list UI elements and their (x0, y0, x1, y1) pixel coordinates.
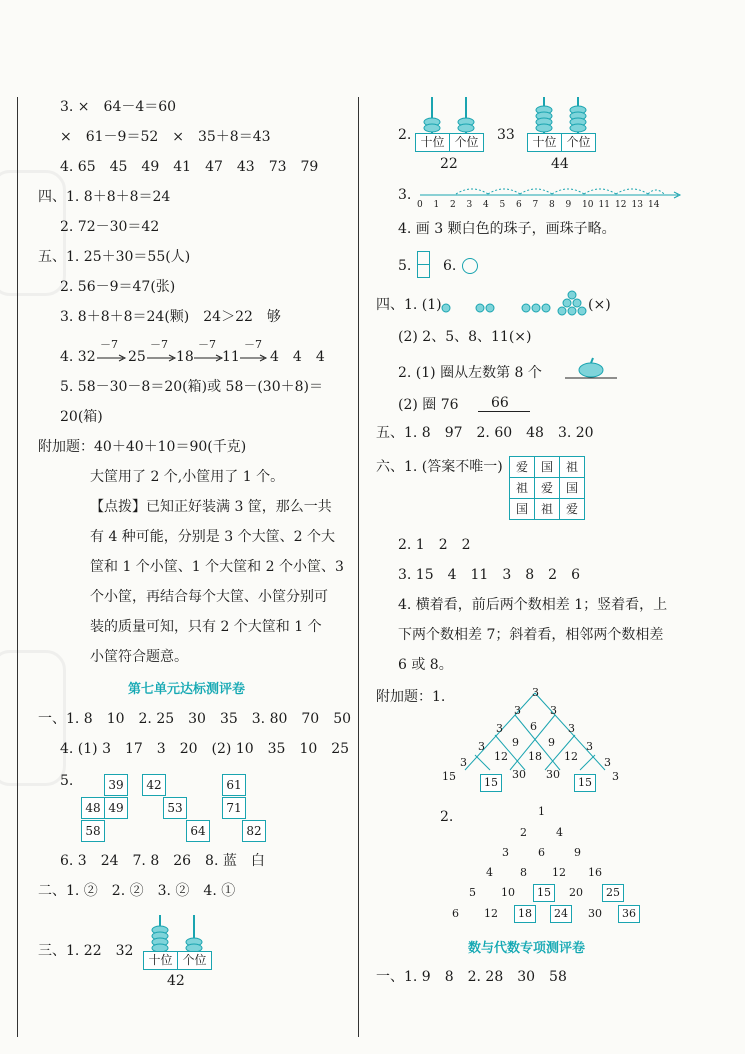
answer-line: 4. (1) 3 17 3 20 (2) 10 35 10 25 (60, 741, 350, 757)
section-title: 数与代数专项测评卷 (468, 941, 586, 956)
answer-underline (478, 411, 530, 412)
answer-line: 2. 1 2 2 (398, 537, 471, 553)
answer-value: 66 (491, 395, 509, 411)
answer-line: (2) 2、5、8、11(×) (398, 329, 532, 345)
grid-cell: 42 (142, 774, 166, 796)
hint-line: 小筐符合题意。 (90, 649, 188, 665)
answer-line: 20(箱) (60, 409, 103, 425)
arrow-label: －7 (100, 338, 118, 351)
pyramid-value: 3 (586, 740, 593, 753)
number-line-label: 7 (532, 200, 539, 210)
arrow-icon (97, 355, 127, 361)
abacus-icon (415, 97, 485, 137)
grid-cell: 国 (509, 498, 535, 520)
grid-cell: 国 (559, 477, 585, 499)
answer-line: 4. 画 3 颗白色的珠子，画珠子略。 (398, 221, 616, 237)
grid-cell: 64 (186, 820, 210, 842)
answer-line: 四、1. (1) (376, 297, 442, 313)
pyramid-value: 20 (569, 886, 583, 899)
answer-label: 2. (398, 127, 412, 143)
number-line-label: 0 (417, 200, 423, 210)
pyramid-value: 4 (486, 866, 493, 879)
grid-cell: 58 (81, 820, 105, 842)
answer-line: 2. 72－30＝42 (60, 219, 160, 235)
grid-cell: 祖 (534, 498, 560, 520)
pyramid-value: 3 (550, 704, 557, 717)
answer-line: 六、1. (答案不唯一) (376, 459, 503, 475)
answer-label: 5. (60, 773, 74, 789)
number-line-label: 1 (433, 200, 440, 210)
pyramid-box: 15 (533, 884, 555, 902)
pyramid-value: 3 (496, 722, 503, 735)
square-icon (417, 264, 430, 278)
number-line-label: 13 (631, 200, 643, 210)
pyramid-value: 30 (546, 768, 560, 781)
answer-mark: (×) (588, 297, 611, 313)
answer-line: 五、1. 8 97 2. 60 48 3. 20 (376, 425, 594, 441)
pyramid-value: 15 (442, 770, 456, 783)
answer-label: 2. (440, 809, 454, 825)
pyramid-value: 30 (512, 768, 526, 781)
pyramid-lines (440, 685, 640, 785)
grid-cell: 爱 (509, 456, 535, 478)
abacus-number: 42 (167, 973, 185, 989)
answer-line: 5. 58－30－8＝20(箱)或 58－(30＋8)＝ (60, 379, 323, 395)
number-line-label: 4 (483, 200, 489, 210)
arrow-chain-tail: 4 4 4 (270, 349, 325, 365)
pyramid-value: 4 (556, 826, 563, 839)
arrow-chain-value: 11 (222, 349, 240, 365)
number-line-label: 2 (450, 200, 456, 210)
answer-line: 3. × 64－4＝60 (60, 99, 177, 115)
number-line-label: 6 (516, 200, 522, 210)
pyramid-value: 3 (460, 756, 467, 769)
answer-label: 6. (443, 258, 457, 274)
pyramid-box: 25 (602, 884, 624, 902)
answer-label: 3. (398, 187, 412, 203)
abacus-label-ones: 个位 (449, 133, 484, 152)
pyramid-value: 30 (588, 907, 602, 920)
grid-cell: 61 (222, 774, 246, 796)
answer-line: 四、1. 8＋8＋8＝24 (38, 189, 171, 205)
pyramid-value: 12 (564, 750, 578, 763)
abacus-label-ones: 个位 (177, 951, 212, 970)
answer-line: 三、1. 22 32 (38, 943, 134, 959)
pyramid-value: 18 (528, 750, 542, 763)
arrow-chain-value: 25 (128, 349, 146, 365)
answer-value: 33 (497, 127, 515, 143)
answer-line: × 61－9＝52 × 35＋8＝43 (60, 129, 271, 145)
pyramid-box: 24 (550, 905, 572, 923)
pyramid-value: 2 (520, 826, 527, 839)
grid-cell: 53 (163, 797, 187, 819)
pyramid-value: 12 (484, 907, 498, 920)
answer-line: 一、1. 9 8 2. 28 30 58 (376, 969, 567, 985)
hint-line: 【点拨】已知正好装满 3 筐，那么一共 (90, 499, 332, 515)
grid-cell: 国 (534, 456, 560, 478)
circle-icon (462, 258, 478, 274)
pyramid-box: 15 (480, 774, 502, 792)
pyramid-value: 3 (568, 722, 575, 735)
answer-line: 五、1. 25＋30＝55(人) (38, 249, 191, 265)
pyramid-value: 8 (520, 866, 527, 879)
hint-line: 个小筐，再结合每个大筐、小筐分别可 (90, 589, 328, 605)
grid-cell: 祖 (559, 456, 585, 478)
answer-line: 附加题：40＋40＋10＝90(千克) (38, 439, 247, 455)
pyramid-value: 3 (604, 756, 611, 769)
grid-cell: 祖 (509, 477, 535, 499)
grid-cell: 48 (81, 797, 105, 819)
abacus-number: 22 (440, 156, 458, 172)
pyramid-value: 3 (502, 846, 509, 859)
grid-cell: 49 (104, 797, 128, 819)
pyramid-value: 16 (588, 866, 602, 879)
number-line-label: 14 (648, 200, 660, 210)
answer-line: 6. 3 24 7. 8 26 8. 蓝 白 (60, 853, 265, 869)
hint-line: 装的质量可知，只有 2 个大筐和 1 个 (90, 619, 322, 635)
pyramid-value: 3 (612, 770, 619, 783)
pumpkin-icon (565, 356, 619, 380)
arrow-label: －7 (198, 338, 216, 351)
abacus-icon (143, 915, 213, 955)
arrow-icon (240, 355, 268, 361)
number-line-label: 8 (549, 200, 555, 210)
answer-line: 下两个数相差 7；斜着看，相邻两个数相差 (398, 627, 664, 643)
abacus-number: 44 (551, 156, 569, 172)
arrow-label: －7 (244, 338, 262, 351)
pyramid-value: 6 (538, 846, 545, 859)
pyramid-value: 9 (548, 736, 555, 749)
arrow-icon (194, 355, 224, 361)
grid-cell: 爱 (559, 498, 585, 520)
answer-line: 3. 8＋8＋8＝24(颗) 24＞22 够 (60, 309, 281, 325)
pyramid-value: 3 (478, 740, 485, 753)
grid-cell: 爱 (534, 477, 560, 499)
answer-label: 附加题：1. (376, 689, 446, 705)
pyramid-value: 12 (494, 750, 508, 763)
pyramid-box: 36 (618, 905, 640, 923)
answer-line: 3. 15 4 11 3 8 2 6 (398, 567, 580, 583)
answer-line: (2) 圈 76 (398, 397, 459, 413)
abacus-label-ones: 个位 (561, 133, 596, 152)
answer-label: 5. (398, 258, 412, 274)
pyramid-value: 6 (530, 720, 537, 733)
answer-line: 4. 横着看，前后两个数相差 1；竖着看，上 (398, 597, 668, 613)
number-line-label: 9 (565, 200, 572, 210)
answer-line: 2. (1) 圈从左数第 8 个 (398, 365, 542, 381)
hint-line: 筐和 1 个小筐、1 个大筐和 2 个小筐、3 (90, 559, 344, 575)
arrow-label: －7 (150, 338, 168, 351)
arrow-icon (147, 355, 177, 361)
hint-line: 有 4 种可能，分别是 3 个大筐、2 个大 (90, 529, 335, 545)
pyramid-box: 15 (574, 774, 596, 792)
pyramid-value: 6 (452, 907, 459, 920)
abacus-icon (527, 97, 597, 137)
abacus-label-tens: 十位 (143, 951, 178, 970)
pyramid-value: 3 (532, 686, 539, 699)
square-icon (417, 251, 430, 265)
number-line-label: 11 (598, 200, 610, 210)
pyramid-value: 9 (574, 846, 581, 859)
pyramid-value: 12 (552, 866, 566, 879)
pyramid-value: 3 (514, 704, 521, 717)
number-line-label: 12 (615, 200, 627, 210)
pyramid-value: 10 (501, 886, 515, 899)
answer-line: 大筐用了 2 个,小筐用了 1 个。 (90, 469, 285, 485)
pyramid-value: 5 (469, 886, 476, 899)
grid-cell: 82 (242, 820, 266, 842)
grid-cell: 71 (222, 797, 246, 819)
arrow-chain-start: 4. 32 (60, 349, 96, 365)
pyramid-value: 1 (538, 805, 545, 818)
arrow-chain-value: 18 (176, 349, 194, 365)
section-title: 第七单元达标测评卷 (128, 682, 246, 697)
bead-sequence-icon (440, 290, 590, 314)
pyramid-box: 18 (514, 905, 536, 923)
answer-line: 2. 56－9＝47(张) (60, 279, 176, 295)
answer-line: 二、1. ② 2. ② 3. ② 4. ① (38, 883, 236, 899)
abacus-label-tens: 十位 (527, 133, 562, 152)
column-divider-left (17, 97, 18, 1037)
number-line-label: 3 (466, 200, 473, 210)
grid-cell: 39 (104, 774, 128, 796)
answer-line: 6 或 8。 (398, 657, 453, 673)
pyramid-value: 9 (512, 736, 519, 749)
answer-line: 4. 65 45 49 41 47 43 73 79 (60, 159, 319, 175)
column-divider-middle (358, 97, 359, 1037)
number-line-label: 10 (582, 200, 594, 210)
abacus-label-tens: 十位 (415, 133, 450, 152)
answer-line: 一、1. 8 10 2. 25 30 35 3. 80 70 50 (38, 711, 352, 727)
number-line-label: 5 (499, 200, 506, 210)
